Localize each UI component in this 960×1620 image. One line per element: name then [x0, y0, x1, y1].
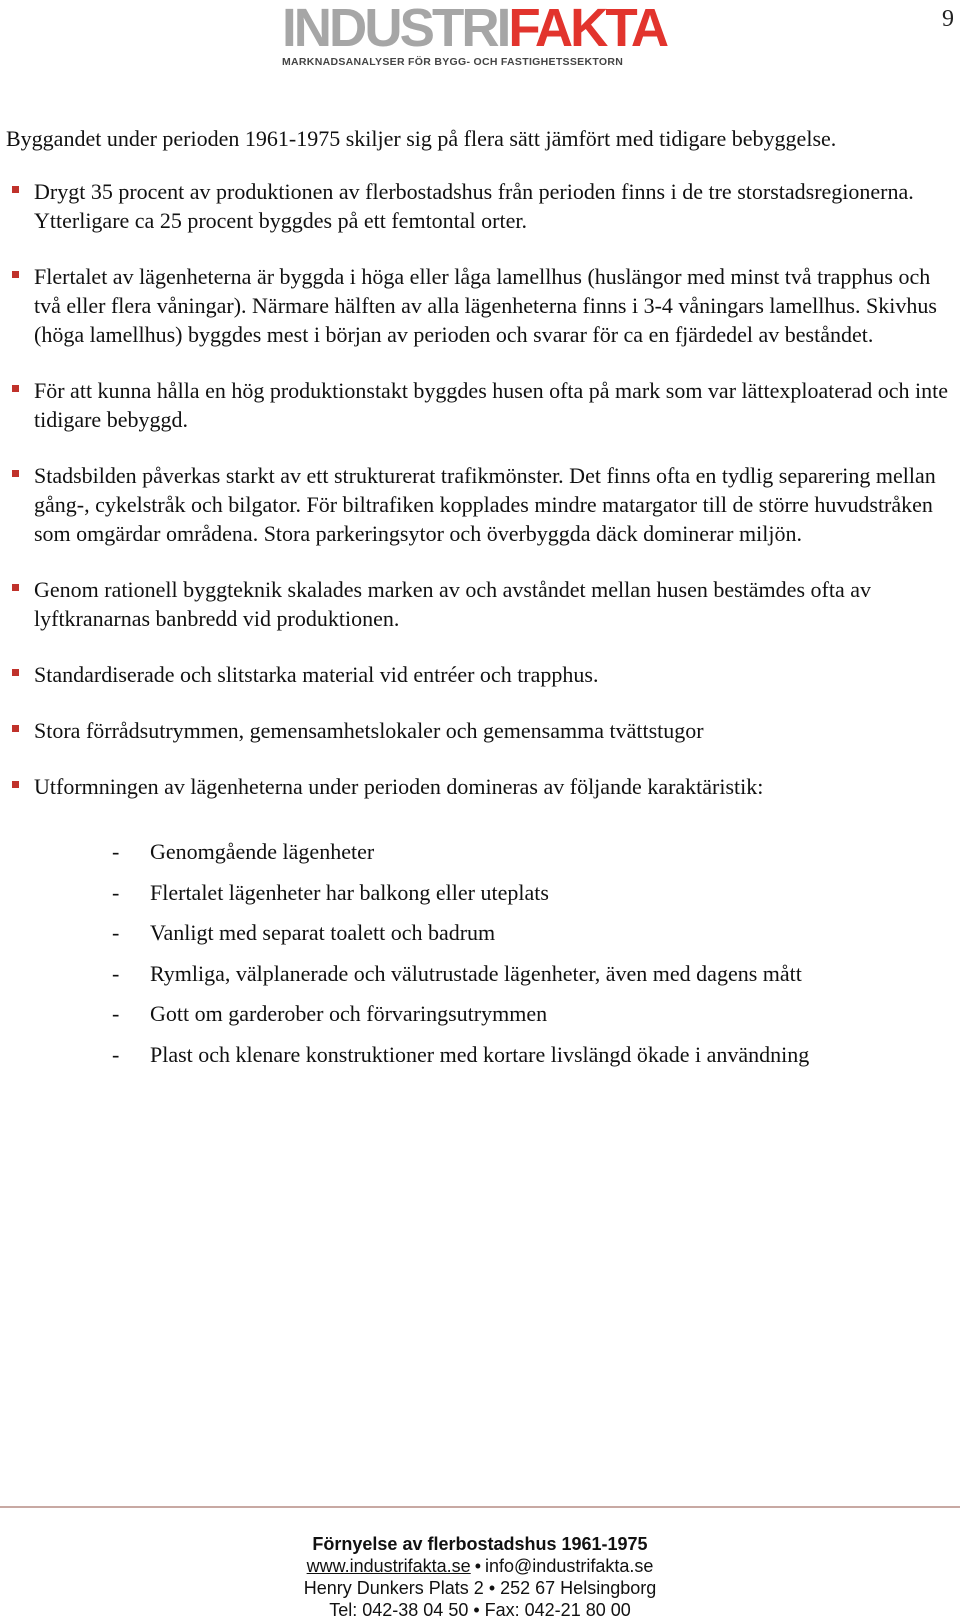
characteristic-item	[6, 999, 954, 1040]
characteristic-item	[6, 837, 954, 878]
website-link[interactable]: www.industrifakta.se	[306, 1556, 471, 1576]
bullet-text: Stadsbilden påverkas starkt av ett strukturerat trafikmönster. Det finns ofta en tydlig separering mellan gång-, cykelstråk och bilgator. För biltrafiken kopplades mindre matargator till de större huvudstråken som omgärdar områdena. Stora parkeringsytor och överbyggda däck dominerar miljön.	[34, 463, 936, 546]
bullet-list	[6, 177, 954, 801]
dash-marker: -	[112, 839, 120, 864]
footer	[0, 1533, 960, 1620]
logo-wordmark-grey: INDUSTRI	[282, 0, 509, 58]
bullet-item	[6, 660, 954, 689]
square-bullet-icon	[12, 186, 19, 193]
square-bullet-icon	[12, 385, 19, 392]
bullet-item	[6, 716, 954, 745]
industrifakta-logo	[282, 0, 667, 68]
bullet-item	[6, 177, 954, 235]
characteristic-text: Vanligt med separat toalett och badrum	[150, 920, 496, 945]
square-bullet-icon	[12, 470, 19, 477]
bullet-text: Genom rationell byggteknik skalades marken av och avståndet mellan husen bestämdes ofta av lyftkranarnas banbredd vid produktionen.	[34, 577, 871, 631]
characteristic-text: Gott om garderober och förvaringsutrymmen	[150, 1001, 548, 1026]
footer-contact-line	[0, 1555, 960, 1577]
page-body	[6, 124, 954, 1080]
bullet-text: För att kunna hålla en hög produktionstakt byggdes husen ofta på mark som var lättexploaterad och inte tidigare bebyggd.	[34, 378, 948, 432]
logo-wordmark	[282, 0, 667, 58]
characteristic-item	[6, 878, 954, 919]
bullet-item	[6, 575, 954, 633]
square-bullet-icon	[12, 669, 19, 676]
characteristic-item	[6, 959, 954, 1000]
square-bullet-icon	[12, 725, 19, 732]
dash-marker: -	[112, 960, 120, 986]
footer-separator: •	[474, 1556, 482, 1576]
dash-marker: -	[112, 879, 120, 905]
characteristic-text: Genomgående lägenheter	[150, 839, 375, 864]
bullet-item	[6, 376, 954, 434]
characteristic-item	[6, 1040, 954, 1081]
square-bullet-icon	[12, 781, 19, 788]
characteristics-list	[6, 837, 954, 1080]
dash-marker: -	[112, 1001, 120, 1026]
dash-marker: -	[112, 1041, 120, 1067]
characteristic-text: Plast och klenare konstruktioner med kortare livslängd ökade i användning	[150, 1041, 810, 1067]
bullet-item	[6, 772, 954, 801]
footer-divider	[0, 1506, 960, 1508]
bullet-item	[6, 461, 954, 548]
square-bullet-icon	[12, 584, 19, 591]
bullet-item	[6, 262, 954, 349]
page-number: 9	[942, 6, 954, 32]
email-text: info@industrifakta.se	[485, 1556, 654, 1576]
bullet-text: Flertalet av lägenheterna är byggda i höga eller låga lamellhus (huslängor med minst två trapphus och två eller flera våningar). Närmare hälften av alla lägenheterna finns i 3-4 våningars lamellhus. Skivhus (höga lamellhus) byggdes mest i början av perioden och svarar för ca en fjärdedel av beståndet.	[34, 264, 937, 347]
footer-title: Förnyelse av flerbostadshus 1961-1975	[312, 1534, 648, 1554]
dash-marker: -	[112, 920, 120, 945]
characteristic-text: Flertalet lägenheter har balkong eller uteplats	[150, 879, 549, 905]
intro-paragraph: Byggandet under perioden 1961-1975 skiljer sig på flera sätt jämfört med tidigare bebyggelse.	[6, 126, 837, 151]
footer-address: Henry Dunkers Plats 2 • 252 67 Helsingborg	[303, 1578, 657, 1598]
logo-tagline: MARKNADSANALYSER FÖR BYGG- OCH FASTIGHETSSEKTORN	[282, 56, 624, 68]
footer-phone: Tel: 042-38 04 50 • Fax: 042-21 80 00	[329, 1600, 631, 1620]
characteristic-item	[6, 918, 954, 959]
bullet-text: Standardiserade och slitstarka material vid entréer och trapphus.	[34, 662, 599, 687]
bullet-text: Utformningen av lägenheterna under perioden domineras av följande karaktäristik:	[34, 774, 764, 799]
characteristic-text: Rymliga, välplanerade och välutrustade lägenheter, även med dagens mått	[150, 960, 802, 986]
bullet-text: Drygt 35 procent av produktionen av flerbostadshus från perioden finns i de tre storstadsregionerna. Ytterligare ca 25 procent byggdes på ett femtontal orter.	[34, 179, 914, 233]
logo-wordmark-red: FAKTA	[508, 0, 667, 58]
bullet-text: Stora förrådsutrymmen, gemensamhetslokaler och gemensamma tvättstugor	[34, 718, 704, 743]
square-bullet-icon	[12, 271, 19, 278]
